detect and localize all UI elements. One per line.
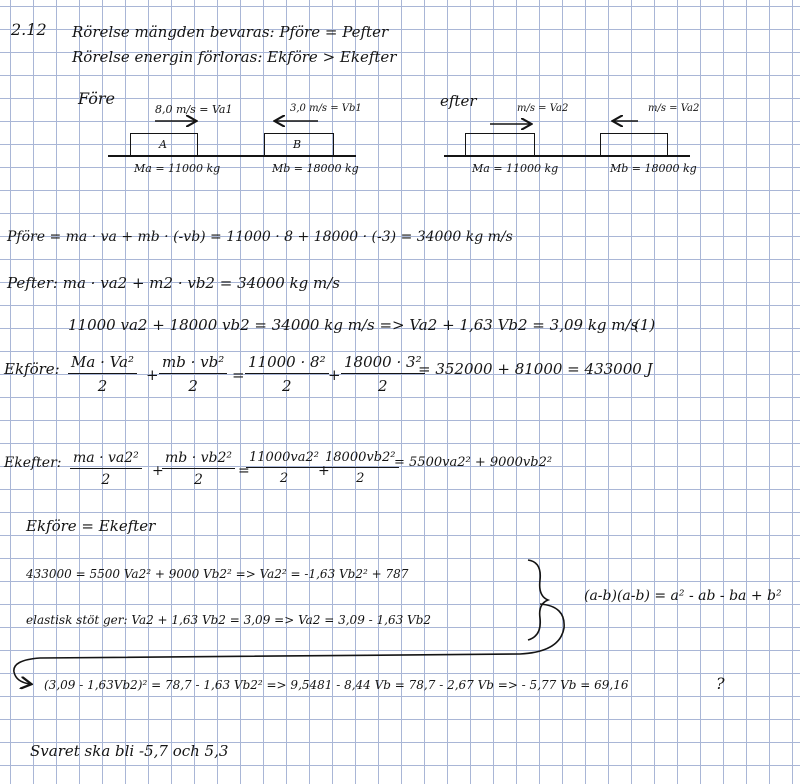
- ek-fore-fraction-3: $\frac{\text{11000 · 8²}}{2}$: [245, 353, 329, 395]
- after-mass-a: Ma = 11000 kg: [472, 162, 559, 175]
- square-identity: (a-b)(a-b) = a² - ab - ba + b²: [584, 588, 782, 604]
- ek-efter-label: Ekefter:: [4, 455, 62, 471]
- ek-efter-fraction-4: $\frac{\text{18000vb2²}}{2}$: [322, 450, 399, 486]
- question-mark: ?: [716, 674, 725, 693]
- block-a-label: A: [159, 138, 167, 151]
- ek-fore-fraction-4: $\frac{\text{18000 · 3²}}{2}$: [341, 353, 425, 395]
- before-mass-b: Mb = 18000 kg: [272, 162, 359, 175]
- after-velocity-b: m/s = Va2: [648, 103, 700, 114]
- ek-equal-statement: Ekföre = Ekefter: [26, 517, 156, 535]
- curly-brace-icon: [528, 560, 548, 640]
- after-mass-b: Mb = 18000 kg: [610, 162, 697, 175]
- ek-fore-fraction-1: $\frac{\text{Ma · Va²}}{2}$: [68, 353, 137, 395]
- answer-line: Svaret ska bli -5,7 och 5,3: [30, 742, 229, 760]
- header-line-energy: Rörelse energin förloras: Ekföre > Ekefter: [72, 48, 397, 66]
- header-line-momentum: Rörelse mängden bevaras: Pföre = Pefter: [72, 23, 389, 41]
- after-velocity-a: m/s = Va2: [517, 103, 569, 114]
- before-mass-a: Ma = 11000 kg: [134, 162, 221, 175]
- ek-fore-label: Ekföre:: [4, 360, 60, 378]
- ek-efter-result: = 5500va2² + 9000vb2²: [394, 455, 553, 470]
- ek-efter-fraction-2: $\frac{\text{mb · vb2²}}{2}$: [162, 450, 235, 488]
- problem-number: 2.12: [11, 20, 47, 39]
- ek-substitution: 433000 = 5500 Va2² + 9000 Vb2² => Va2² = -1,63 Vb2² + 787: [26, 567, 409, 581]
- elastic-collision: elastisk stöt ger: Va2 + 1,63 Vb2 = 3,09 => Va2 = 3,09 - 1,63 Vb2: [26, 613, 432, 627]
- p-fore-equation: Pföre = ma · va + mb · (-vb) = 11000 · 8 + 18000 · (-3) = 34000 kg m/s: [7, 229, 513, 245]
- eq1-tag: (1): [634, 316, 656, 334]
- substituted-equation: (3,09 - 1,63Vb2)² = 78,7 - 1,63 Vb2² => 9,5481 - 8,44 Vb = 78,7 - 2,67 Vb => - 5,77 Vb = 69,16: [44, 678, 629, 692]
- before-velocity-b: 3,0 m/s = Vb1: [290, 103, 362, 114]
- p-efter-equation: Pefter: ma · va2 + m2 · vb2 = 34000 kg m/s: [7, 274, 340, 292]
- ek-fore-result: = 352000 + 81000 = 433000 J: [418, 360, 653, 378]
- eq1-equation: 11000 va2 + 18000 vb2 = 34000 kg m/s => Va2 + 1,63 Vb2 = 3,09 kg m/s: [68, 316, 639, 334]
- block-b-label: B: [293, 138, 302, 151]
- ek-efter-fraction-3: $\frac{\text{11000va2²}}{2}$: [246, 450, 322, 486]
- ek-efter-fraction-1: $\frac{\text{ma · va2²}}{2}$: [70, 450, 142, 488]
- ek-fore-fraction-2: $\frac{\text{mb · vb²}}{2}$: [159, 353, 227, 395]
- after-label: efter: [440, 92, 477, 110]
- before-label: Före: [78, 89, 115, 108]
- before-velocity-a: 8,0 m/s = Va1: [155, 103, 233, 116]
